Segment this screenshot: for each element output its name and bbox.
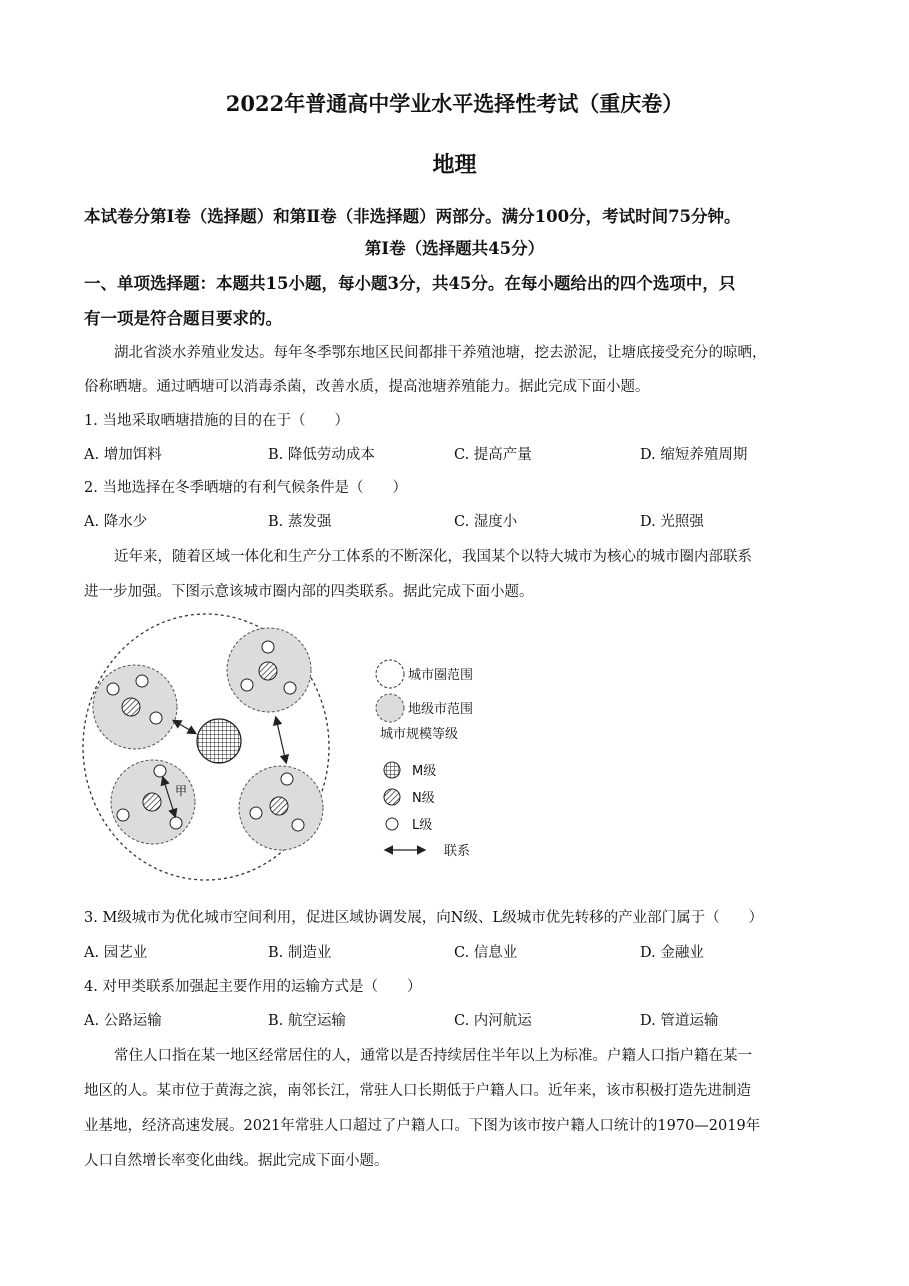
q3-option-c[interactable]: C. 信息业 bbox=[454, 945, 518, 961]
l-city bbox=[281, 773, 293, 785]
part1-title: 第Ⅰ卷（选择题共45分） bbox=[364, 239, 545, 258]
section1-instruction-line1: 一、单项选择题：本题共15小题，每小题3分，共45分。在每小题给出的四个选项中，只 bbox=[84, 274, 736, 293]
l-city bbox=[262, 641, 274, 653]
legend-prefecture-label: 地级市范围 bbox=[408, 702, 474, 717]
link-arrow bbox=[174, 721, 195, 733]
l-city bbox=[284, 682, 296, 694]
q1-stem: 1. 当地采取晒塘措施的目的在于（ ） bbox=[84, 413, 349, 429]
n-city-3 bbox=[143, 793, 161, 811]
q1-option-b[interactable]: B. 降低劳动成本 bbox=[268, 447, 375, 463]
q1-option-d[interactable]: D. 缩短养殖周期 bbox=[640, 447, 748, 463]
n-city-1 bbox=[122, 698, 140, 716]
legend-level-title: 城市规模等级 bbox=[380, 727, 459, 742]
l-city bbox=[250, 807, 262, 819]
legend-l-symbol bbox=[386, 818, 398, 830]
q2-option-a[interactable]: A. 降水少 bbox=[84, 514, 148, 530]
l-city bbox=[154, 765, 166, 777]
q4-option-c[interactable]: C. 内河航运 bbox=[454, 1013, 532, 1029]
q2-option-c[interactable]: C. 湿度小 bbox=[454, 514, 518, 530]
subject-title: 地理 bbox=[432, 152, 477, 178]
q4-option-d[interactable]: D. 管道运输 bbox=[640, 1013, 719, 1029]
passage2-line2: 进一步加强。下图示意该城市圈内部的四类联系。据此完成下面小题。 bbox=[84, 584, 534, 600]
legend-prefecture-symbol bbox=[376, 694, 404, 722]
legend-l-label: L级 bbox=[412, 818, 433, 833]
legend-n-symbol bbox=[384, 789, 400, 805]
q2-stem: 2. 当地选择在冬季晒塘的有利气候条件是（ ） bbox=[84, 480, 407, 496]
q4-stem: 4. 对甲类联系加强起主要作用的运输方式是（ ） bbox=[84, 979, 422, 995]
l-city bbox=[150, 712, 162, 724]
q2-option-b[interactable]: B. 蒸发强 bbox=[268, 514, 332, 530]
q3-option-d[interactable]: D. 金融业 bbox=[640, 945, 704, 961]
passage2-line1: 近年来，随着区域一体化和生产分工体系的不断深化，我国某个以特大城市为核心的城市圈内部联系 bbox=[114, 549, 752, 565]
passage3-line1: 常住人口指在某一地区经常居住的人，通常以是否持续居住半年以上为标准。户籍人口指户籍在某一 bbox=[114, 1048, 752, 1064]
passage3-line2: 地区的人。某市位于黄海之滨，南邻长江，常驻人口长期低于户籍人口。近年来，该市积极打造先进制造 bbox=[84, 1083, 751, 1099]
legend-city-circle-symbol bbox=[376, 660, 404, 688]
q3-option-a[interactable]: A. 园艺业 bbox=[84, 945, 148, 961]
passage1-line1: 湖北省淡水养殖业发达。每年冬季鄂东地区民间都排干养殖池塘，挖去淤泥，让塘底接受充分的晾晒， bbox=[114, 345, 767, 361]
q2-option-d[interactable]: D. 光照强 bbox=[640, 514, 704, 530]
m-city bbox=[197, 719, 241, 763]
legend-link-label: 联系 bbox=[444, 844, 471, 859]
passage3-line3: 业基地，经济高速发展。2021年常驻人口超过了户籍人口。下图为该市按户籍人口统计的1970—2019年 bbox=[84, 1118, 761, 1134]
l-city bbox=[117, 809, 129, 821]
link-arrow bbox=[276, 718, 286, 762]
n-city-4 bbox=[270, 797, 288, 815]
q3-stem: 3. M级城市为优化城市空间利用，促进区域协调发展，向N级、L级城市优先转移的产业部门属于（ ） bbox=[84, 910, 764, 926]
city-circle-diagram bbox=[78, 610, 498, 890]
legend-m-label: M级 bbox=[412, 764, 437, 779]
exam-title: 2022年普通高中学业水平选择性考试（重庆卷） bbox=[225, 91, 684, 116]
legend-n-label: N级 bbox=[412, 791, 435, 806]
l-city bbox=[136, 675, 148, 687]
q4-option-b[interactable]: B. 航空运输 bbox=[268, 1013, 346, 1029]
l-city bbox=[170, 817, 182, 829]
l-city bbox=[107, 683, 119, 695]
q4-option-a[interactable]: A. 公路运输 bbox=[84, 1013, 162, 1029]
exam-intro: 本试卷分第Ⅰ卷（选择题）和第Ⅱ卷（非选择题）两部分。满分100分，考试时间75分钟。 bbox=[84, 207, 741, 226]
q1-option-c[interactable]: C. 提高产量 bbox=[454, 447, 532, 463]
l-city bbox=[292, 819, 304, 831]
q3-option-b[interactable]: B. 制造业 bbox=[268, 945, 332, 961]
passage3-line4: 人口自然增长率变化曲线。据此完成下面小题。 bbox=[84, 1153, 389, 1169]
legend-city-circle-label: 城市圈范围 bbox=[408, 668, 474, 683]
jia-label: 甲 bbox=[175, 784, 188, 798]
legend-m-symbol bbox=[384, 762, 400, 778]
q1-option-a[interactable]: A. 增加饵料 bbox=[84, 447, 162, 463]
n-city-2 bbox=[259, 662, 277, 680]
passage1-line2: 俗称晒塘。通过晒塘可以消毒杀菌，改善水质，提高池塘养殖能力。据此完成下面小题。 bbox=[84, 379, 650, 395]
section1-instruction-line2: 有一项是符合题目要求的。 bbox=[84, 309, 282, 328]
l-city bbox=[241, 679, 253, 691]
